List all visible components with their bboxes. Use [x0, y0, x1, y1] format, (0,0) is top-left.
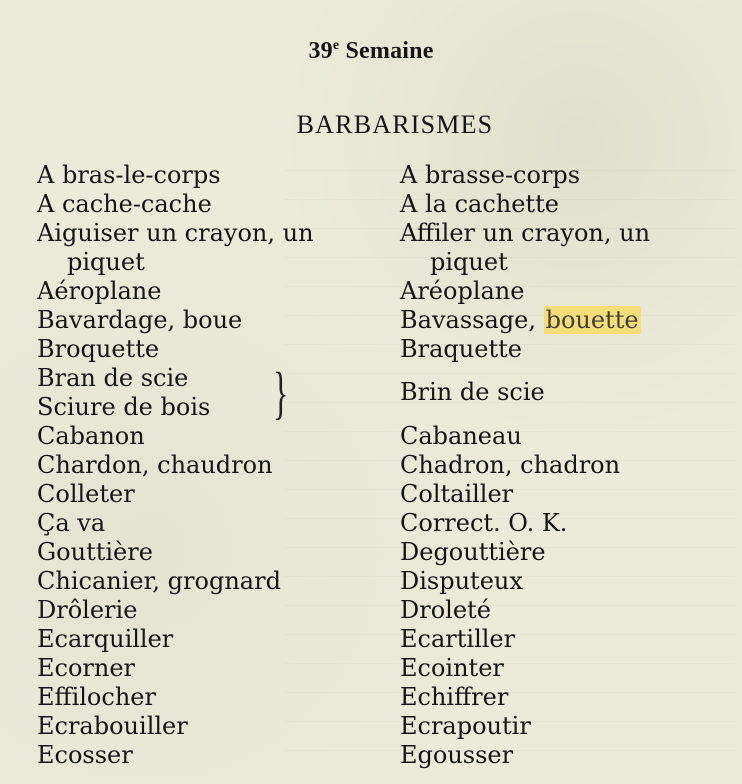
- incorrect-term: [37, 219, 314, 277]
- highlighted-word: bouette: [545, 306, 639, 334]
- incorrect-term: Aéroplane: [37, 277, 162, 305]
- entry-row: [37, 712, 737, 741]
- incorrect-term: Ecosser: [37, 741, 133, 769]
- incorrect-term: Ecorner: [37, 654, 136, 682]
- correct-term-line: piquet: [430, 248, 508, 276]
- entry-row: [37, 654, 737, 683]
- incorrect-term: Ecrabouiller: [37, 712, 188, 740]
- week-number: 39: [308, 38, 333, 64]
- incorrect-term: A bras-le-corps: [37, 161, 221, 189]
- entry-row: [37, 451, 737, 480]
- correct-term: Chadron, chadron: [400, 451, 621, 479]
- incorrect-term-line: Bran de scie: [37, 364, 189, 392]
- correct-term: A brasse-corps: [400, 161, 581, 189]
- entry-row: [37, 219, 737, 277]
- correct-term: Coltailler: [400, 480, 514, 508]
- incorrect-term: Effilocher: [37, 683, 156, 711]
- section-title: BARBARISMES: [296, 110, 494, 139]
- correct-term: Ecartiller: [400, 625, 516, 653]
- week-number-suffix: e: [332, 38, 340, 53]
- incorrect-term: A cache-cache: [37, 190, 212, 218]
- grouping-brace: }: [273, 360, 289, 425]
- correct-term: Brin de scie: [400, 378, 545, 406]
- week-label: Semaine: [345, 38, 434, 64]
- incorrect-term: Chicanier, grognard: [37, 567, 281, 595]
- incorrect-term: Drôlerie: [37, 596, 138, 624]
- incorrect-term: Bavardage, boue: [37, 306, 243, 334]
- incorrect-term: Broquette: [37, 335, 160, 363]
- correct-term: Braquette: [400, 335, 522, 363]
- correct-term-line: Affiler un crayon, un: [400, 219, 651, 247]
- correct-term: Ecointer: [400, 654, 504, 682]
- incorrect-term: Colleter: [37, 480, 135, 508]
- entry-row: [37, 683, 737, 712]
- entry-row: [37, 596, 737, 625]
- entry-row: [37, 625, 737, 654]
- incorrect-term: Cabanon: [37, 422, 145, 450]
- correct-term: Cabaneau: [400, 422, 522, 450]
- page-heading: [0, 38, 742, 65]
- incorrect-term: Ça va: [37, 509, 106, 537]
- correct-term: Droleté: [400, 596, 491, 624]
- incorrect-term-line: piquet: [67, 248, 145, 276]
- correct-term: Degouttière: [400, 538, 546, 566]
- incorrect-term: [37, 364, 210, 422]
- entry-row: [37, 480, 737, 509]
- correct-term: Aréoplane: [400, 277, 525, 305]
- entry-row: [37, 422, 737, 451]
- correct-term: [400, 219, 650, 277]
- correct-term: Echiffrer: [400, 683, 509, 711]
- entry-row: [37, 741, 737, 770]
- incorrect-term-line: Aiguiser un crayon, un: [37, 219, 314, 247]
- entry-row: [37, 538, 737, 567]
- incorrect-term: Gouttière: [37, 538, 153, 566]
- correct-term: Disputeux: [400, 567, 523, 595]
- correct-term: [400, 306, 641, 335]
- correct-term-prefix: Bavassage,: [400, 306, 544, 334]
- incorrect-term: Ecarquiller: [37, 625, 174, 653]
- correct-term: A la cachette: [400, 190, 559, 218]
- entry-row: [37, 277, 737, 306]
- entry-row: [37, 161, 737, 190]
- entries-list: [37, 161, 737, 770]
- incorrect-term: Chardon, chaudron: [37, 451, 273, 479]
- entry-row: [37, 190, 737, 219]
- entry-row: [37, 567, 737, 596]
- correct-term: Egousser: [400, 741, 514, 769]
- entry-row: [37, 509, 737, 538]
- incorrect-term-line: Sciure de bois: [37, 393, 211, 421]
- correct-term: Correct. O. K.: [400, 509, 568, 537]
- entry-row: [37, 335, 737, 364]
- correct-term: Ecrapoutir: [400, 712, 531, 740]
- entry-row: [37, 360, 737, 425]
- entry-row: [37, 306, 737, 335]
